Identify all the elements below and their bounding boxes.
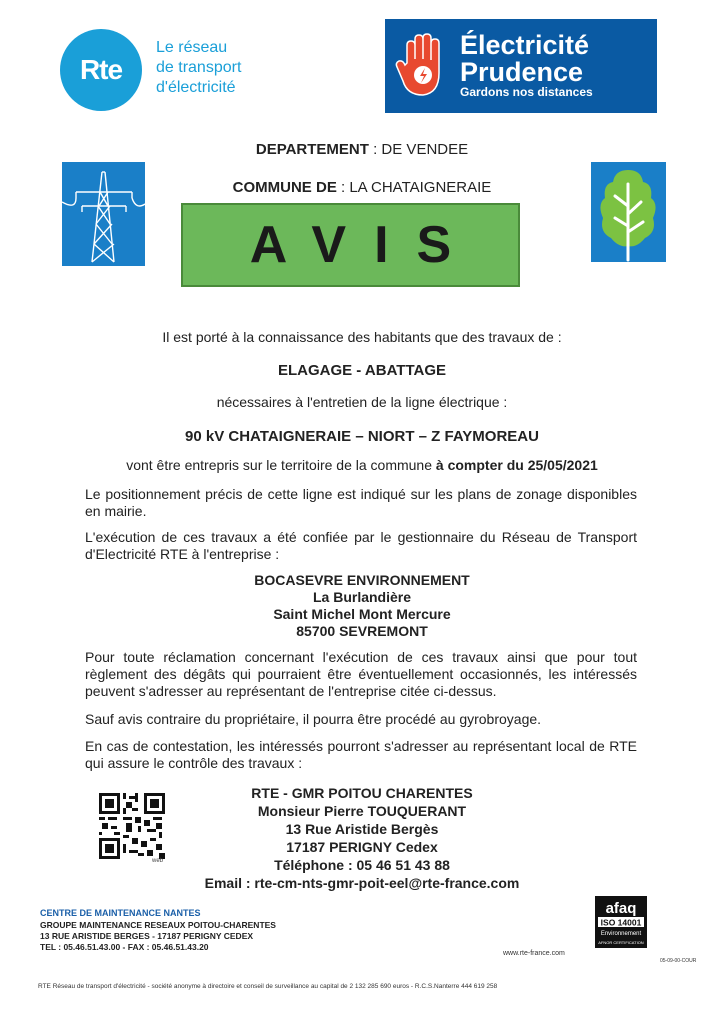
reclamation-text: Pour toute réclamation concernant l'exécution de ces travaux ainsi que pour tout règlement des dégâts qui pourraient être éventuellement occasionnés, les intéressés peuvent s'adresser au représentant de l'entreprise citée ci-dessus. [85,649,637,699]
line-name: 90 kV CHATAIGNERAIE – NIORT – Z FAYMOREAU [185,428,539,445]
works-title: ELAGAGE - ABATTAGE [277,362,447,379]
prudence-banner [385,19,657,113]
tree-picture [591,162,666,262]
pylon-picture [62,162,145,266]
contact-street: 13 Rue Aristide Bergès [285,821,439,837]
maintenance-line1: GROUPE MAINTENANCE RESEAUX POITOU-CHARENTES [40,920,276,930]
contestation-text: En cas de contestation, les intéressés pourront s'adresser au représentant local de RTE qui assure le contrôle des travaux : [85,738,637,771]
execution-text: L'exécution de ces travaux a été confiée par le gestionnaire du Réseau de Transport d'Electricité RTE à l'entreprise : [85,529,637,562]
start-text: vont être entrepris sur le territoire de la commune [126,457,436,473]
gyrobroyage-text: Sauf avis contraire du propriétaire, il pourra être procédé au gyrobroyage. [85,711,542,727]
company-place: La Burlandière [312,589,412,605]
website: www.rte-france.com [503,950,565,957]
company-name: BOCASEVRE ENVIRONNEMENT [254,572,470,588]
commune-value: : LA CHATAIGNERAIE [341,179,492,196]
contact-email: Email : rte-cm-nts-gmr-poit-eel@rte-france.com [204,875,520,891]
company-town: Saint Michel Mont Mercure [273,606,451,622]
company-block [0,572,724,640]
department-label: DEPARTEMENT [255,141,369,158]
commune-label: COMMUNE DE [232,179,337,196]
positioning-text: Le positionnement précis de cette ligne est indiqué sur les plans de zonage disponibles en mairie. [85,486,637,519]
maintenance-line3: TEL : 05.46.51.43.00 - FAX : 05.46.51.43.20 [40,942,209,952]
contact-city: 17187 PERIGNY Cedex [286,839,438,855]
reference-code: 05-09-00-COUR [660,958,697,964]
prudence-line1: Électricité [460,30,590,60]
department-line [0,141,724,158]
tree-icon [591,162,666,262]
prudence-line3: Gardons nos distances [460,85,593,99]
prudence-line2: Prudence [460,57,584,87]
hand-stop-icon [395,33,451,99]
start-date: à compter du 25/05/2021 [435,457,598,473]
rte-logo-mark: Rte [79,54,123,85]
rte-logo [60,29,142,111]
svg-text:ISO 14001: ISO 14001 [600,917,642,928]
afaq-certification-icon [595,896,647,948]
rte-name-line3: d'électricité [156,79,236,96]
intro-text: Il est porté à la connaissance des habitants que des travaux de : [162,329,562,345]
svg-text:afaq: afaq [605,900,637,917]
company-postcode: 85700 SEVREMONT [296,623,428,639]
rte-name-line1: Le réseau [156,39,228,56]
maintenance-line2: 13 RUE ARISTIDE BERGES - 17187 PERIGNY CEDEX [40,931,254,941]
svg-text:Environnement: Environnement [600,931,642,937]
rte-logo-text [156,38,296,98]
necessary-text: nécessaires à l'entretien de la ligne électrique : [216,394,508,410]
contact-unit: RTE - GMR POITOU CHARENTES [251,785,473,801]
svg-text:AFNOR CERTIFICATION: AFNOR CERTIFICATION [598,940,644,945]
rte-contact-block [0,784,724,892]
contact-phone: Téléphone : 05 46 51 43 88 [274,857,450,873]
contact-person: Monsieur Pierre TOUQUERANT [257,803,467,819]
legal-footer: RTE Réseau de transport d'électricité - société anonyme à directoire et conseil de surveillance au capital de 2 132 285 690 euros - R.C.S.Nanterre 444 619 258 [38,983,498,990]
avis-title: AVIS [181,203,520,287]
qr-label: web [152,858,164,864]
rte-name-line2: de transport [156,59,242,76]
pylon-icon [62,162,145,266]
afaq-logo [595,896,647,948]
start-line [0,457,724,473]
department-value: : DE VENDEE [373,141,469,158]
maintenance-title: CENTRE DE MAINTENANCE NANTES [40,908,201,918]
